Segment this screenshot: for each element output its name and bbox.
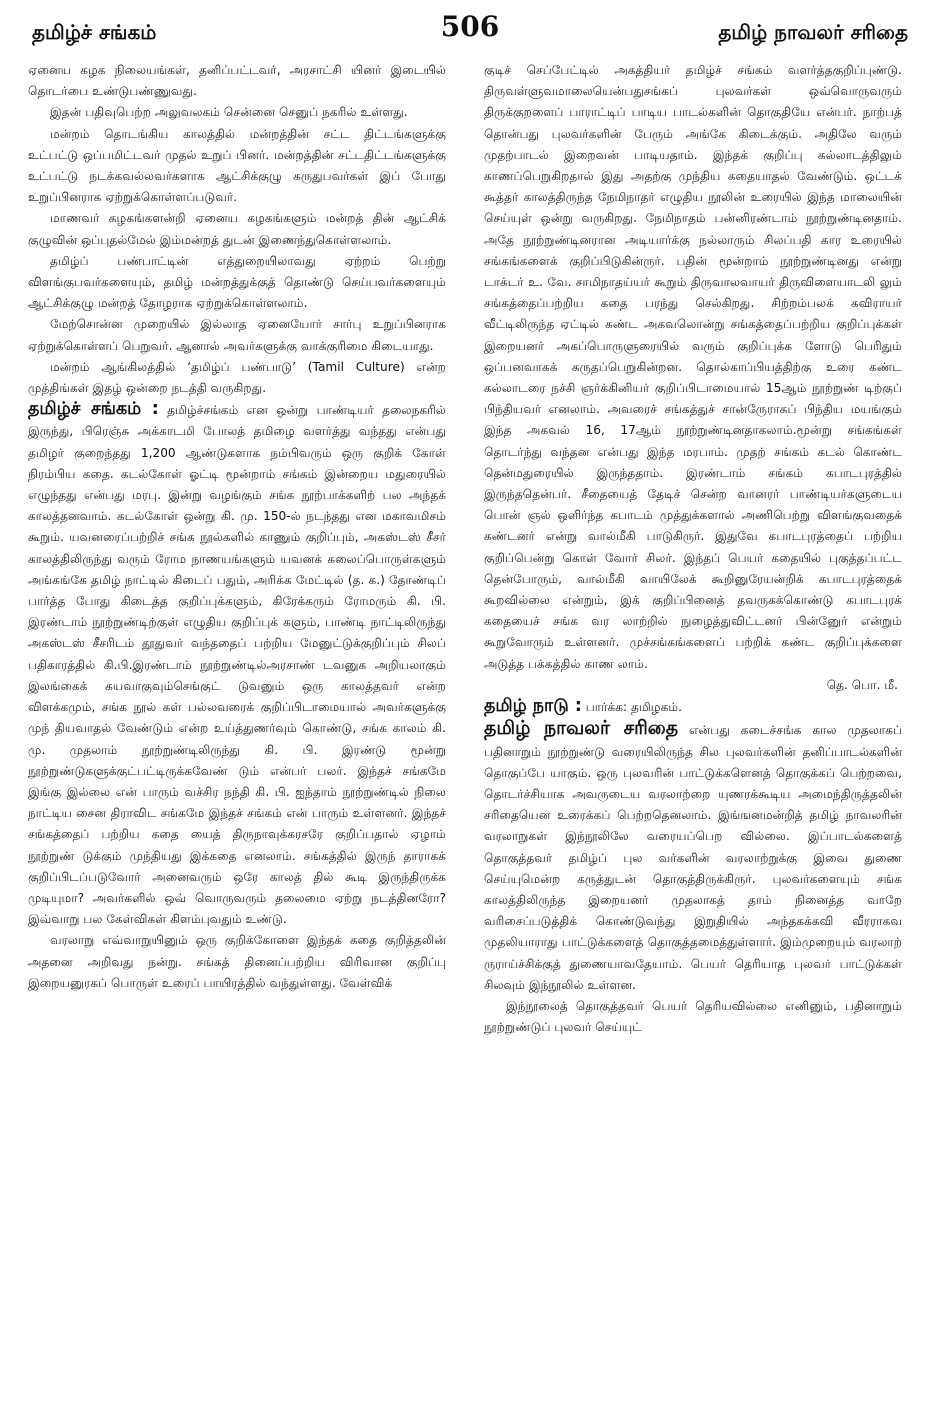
paragraph: தமிழ்ப் பண்பாட்டின் எத்துறையிலாவது ஏற்றம் பெற்று விளங்குபவர்களையும், தமிழ் மன்றத்துக்குத் தொண்டு செய்பவர்களையும் ஆட்சிக்குழு மன்றத் தோழராக ஏற்றுக்கொள்ளலாம். (28, 253, 446, 311)
entry-heading: தமிழ் நாவலர் சரிதை (484, 717, 679, 740)
left-column (28, 60, 446, 1385)
author-signature: தெ. பொ. மீ. (826, 677, 898, 692)
paragraph: வரலாறு எவ்வாறுயினும் ஒரு குறிக்கோளை இந்தக் கதை குறித்தலின் அதனை அறிவது நன்று. சங்கத் தினைப்பற்றிய விரிவான குறிப்பு இறையனுரகப் பொருள் உரைப் பாயிரத்தில் வந்துள்ளது. வேள்விக் (28, 933, 446, 990)
paragraph: ஏனைய கழக நிலையங்கள், தனிப்பட்டவர், அரசாட்சி யினர் இடையில் தொடர்பை உண்டுபண்ணுவது. (28, 63, 446, 99)
paragraph: குடிச் செப்பேட்டில் அகத்தியர் தமிழ்ச் சங்கம் வளர்த்தகுறிப்புண்டு. திருவள்ளுவமாலையென்பதுசங்கப் புலவர்கள் ஒவ்வொருவரும் திருக்குறளைப் பாராட்டிப் பாடிய பாடல்களின் தொகுதியே என்பர். நாற்பத் தொன்பது புலவர்களின் பேரும் அங்கே கிடைக்கும். அதிலே வரும் முதற்பாடல் இறைவன் பாடியதாம். இந்தக் குறிப்பு கல்லாடத்திலும் காணப்பெறுகிறதால் இது அதற்கு முந்திய கதையாதல் வேண்டும். ஒட்டக் கூத்தர் காலத்திருந்த நேமிநாதர் எழுதிய நூலின் உரையில் இந்த மாலையின் செய்யுள் ஒன்று வருகிறது. நேமிநாதம் பன்னிரண்டாம் நூற்றுண்டினதாம். அதே நூற்றுண்டினரான அடியார்க்கு நல்லாரும் சிலப்பதி கார உரையில் சங்கங்களைக் குறிப்பிடுகின்ருர். பதின் மூன்றாம் நூற்றுண்டினது என்று டாக்டர் உ. வே. சாமிநாதய்யர் கூறும் திருவாலவாயர் திருவிளையாடலி லும் சங்கத்தைப்பற்றிய கதை பரந்து செல்கிறது. சிற்றம்பலக் கவிராயர் வீட்டிலிருந்த ஏட்டில் கண்ட அகவலொன்று சங்கத்தைப்பற்றிய குறிப்புக்கள் இறையனர் அகப்பொருளுரையில் வரும் குறிப்புக்க ளோடு பெரிதும் ஒப்பனவாகக் கருதப்பெறுகின்றன. தொல்காப்பியத்திற்கு உரை கண்ட கல்லாடரை நச்சி ஞர்க்கினியர் குறிப்பிடாமையால் 15ஆம் நூற்றுண் டிற்குப் பிந்தியவர் எனலாம். அவரைச் சங்கத்துச் சான்ருேராகப் பிந்திய மயங்கும் இந்த அகவல் 16, 17ஆம் நூற்றுண்டினதாகலாம்.மூன்று சங்கங்கள் தொடர்ந்து வந்தன என்பது இந்த மரபாம். முதற் சங்கம் கடல் கொண்ட தென்மதுரையில் இருந்ததாம். இரண்டாம் சங்கம் கபாடபுரத்தில் இருந்ததென்பர். சீதையைத் தேடிச் சென்ற வானரர் பாண்டியர்களுடைய பொன் ஞல் ஒளிர்ந்த கபாடம் முத்துக்களால் அணிபெற்று விளங்குவதைக் கண்டனர் என்று வால்மீகி பாடுகிருர். இதுவே கபாடபுரத்தைப் பற்றிய குறிப்பென்று கொள் வோர் சிலர். இந்தப் பெயர் கதையில் புகுத்தப்பட்ட தென்போரும், வால்மீகி வாயிலேக் கூறினுரேயன்றிக் கபாடபுரத்தைக் கூறவில்லை என்றும், இக் குறிப்பினைத் தவருகக்கொண்டு கபாடபுரக் கதையைச் சங்க வர லாற்றில் நுழைத்துவிட்டனர் பின்னுேர் என்றும் கூறுவோரும் உள்ளனர். முச்சங்கங்களைப் பற்றிக் கண்ட குறிப்புக்களை அடுத்த பக்கத்தில் காண லாம். (484, 63, 902, 671)
paragraph: மாணவர் கழகங்களன்றி ஏனைய கழகங்களும் மன்றத் தின் ஆட்சிக் குழுவின் ஒப்புதல்மேல் இம்மன்றத் துடன் இணைந்துகொள்ளலாம். (28, 211, 446, 247)
right-column (484, 60, 902, 1385)
header-right-title: தமிழ் நாவலர் சரிதை (718, 20, 908, 44)
paragraph: மன்றம் ஆங்கிலத்தில் ‘தமிழ்ப் பண்பாடு’ (Tamil Culture) என்ற முத்திங்கள் இதழ் ஒன்றை நடத்தி வருகிறது. (28, 359, 446, 396)
page-number: 506 (440, 10, 500, 43)
paragraph: இதன் பதிவுபெற்ற அலுவலகம் சென்னை செனுப் நகரில் உள்ளது. (50, 105, 408, 120)
paragraph: மன்றம் தொடங்கிய காலத்தில் மன்றத்தின் சட்ட திட்டங்களுக்கு உட்பட்டு ஒப்பமிட்டவர் முதல் உறுப் பினர். மன்றத்தின் சட்டதிட்டங்களுக்கு உட்பட்டு நடக்கவல்லவர்களாக ஆட்சிக்குழு கருதுபவர்கள் இப் போது உறுப்பினராக ஏற்றுக்கொள்ளப்படுவர். (28, 126, 446, 205)
paragraph: மேற்சொன்ன முறையில் இல்லாத ஏனையோர் சார்பு உறுப்பினராக ஏற்றுக்கொள்ளப் பெறுவர். ஆனால் அவர்களுக்கு வாக்குரிமை கிடையாது. (28, 317, 446, 353)
entry-text: பார்க்க: தமிழகம். (585, 700, 682, 715)
header-left-title: தமிழ்ச் சங்கம் (32, 20, 157, 44)
entry-heading: தமிழ்ச் சங்கம் : (28, 399, 159, 420)
entry-heading: தமிழ் நாடு : (484, 696, 582, 717)
entry-text: தமிழ்ச்சங்கம் என ஒன்று பாண்டியர் தலைநகரில் இருந்து, பிரெஞ்சு அக்காடமி போலத் தமிழை வளர்த்து வந்தது என்பது தமிழர் குறைந்தது 1,200 ஆண்டுகளாக நம்பிவரும் ஒரு குறிக் கோள் நிரம்பிய கதை. கடல்கோள் ஓட்டி மூன்றாம் சங்கம் இன்றைய மதுரையில் எழுந்தது என்பது மரபு. இன்று வழங்கும் சங்க நூற்பாக்களிற் பல அந்தக் காலத்தனவாம். கடல்கோள் ஒன்று கி. மு. 150-ல் நடந்தது என மகாவமிசம் கூறும். யவனரைப்பற்றிச் சங்க நூல்களில் காணும் குறிப்பும், அகஸ்டஸ் சீசர் காலத்திலிருந்து வரும் ரோம நாணயங்களும் யவனக் கலைப்பொருள்களும் அங்கங்கே தமிழ் நாட்டில் கிடைப் பதும், அரிக்க மேட்டில் (த. க.) தோண்டிப் பார்த்த போது கிடைத்த குறிப்புக்களும், கிரேக்கரும் ரோமரும் கி. பி. இரண்டாம் நூற்றுண்டிற்குள் எழுதிய குறிப்புக் களும், பாண்டி நாட்டிலிருந்து அகஸ்டஸ் சீசரிடம் தூதுவர் வந்ததைப் பற்றிய மேனுட்டுக்குறிப்பும் சிலப் பதிகாரத்தில் கி.பி.இரண்டாம் நூற்றுண்டில்அரசாண் டவனுக அறியலாகும் இலங்கைக் கயவாகுவும்செங்குட் டுவனும் ஒரு காலத்தவர் என்ற விளக்கமும், சங்க நூல் கள் பல்லவரைக் குறிப்பிடாமையால் அவர்களுக்கு முந் தியவாதல் வேண்டும் என்ற உய்த்துணர்வும் கொண்டு, சங்க காலம் கி. மு. முதலாம் நூற்றுண்டிலிருந்து கி. பி. இரண்டு மூன்று நூற்றுண்டுகளுக்குட்பட்டிருக்கவேண் டும் என்பர் பலர். இந்தச் சங்கமே இங்கு இல்லை என் பாரும் வச்சிர நந்தி கி. பி. ஐந்தாம் நூற்றுண்டில் நிலை நாட்டிய சைன திராவிட சங்கமே இந்தச் சங்கம் என் பாரும் உள்ளனர். இந்தச் சங்கத்தைப் பற்றிய கதை யைத் திருநாவுக்கரசரே குறிப்பதால் ஏழாம் நூற்றுண் டுக்கும் முந்தியது இக்கதை எனலாம். சங்கத்தில் இருந் தாராகக் குறிப்பிடப்படுவோர் அனைவரும் ஒரே காலத் தில் கூடி இருந்திருக்க முடியுமா? அவர்களில் ஒவ் வொருவரும் தலைமை ஏற்று நடத்தினரோ? இவ்வாறு பல கேள்விகள் கிளம்புவதும் உண்டு. (28, 403, 446, 927)
entry-paragraph (28, 399, 446, 930)
entry-text: என்பது கடைச்சங்க கால முதலாகப் பதினாறும் நூற்றுண்டு வரையிலிருந்த சில புலவர்களின் தனிப்பாடல்களின் தொகுப்பே யாகும். ஒரு புலவரின் பாட்டுக்களெனத் தொகுக்கப் பெற்றவை, தொடர்ச்சியாக அவருடைய வரலாற்றை யுணரக்கூடிய அமைந்திருத்தலின் சரிதையென உரைக்கப் பெற்றதெனலாம். இங்ஙனமன்றித் தமிழ் நாவலரின் வரலாறுகள் இந்நூலிலே வரையப்பெற வில்லை. இப்பாடல்களைத் தொகுத்தவர் தமிழ்ப் புல வர்களின் வரலாற்றுக்கு இவை துணை செய்யுமென்ற கருத்துடன் தொகுத்திருக்கிருர். புலவர்களையும் சங்க காலத்திலிருந்த இறையனர் முதலாகத் தாம் நினைத்த வாறே வரிசைப்படுத்திக் கொண்டுவந்து இறுதியில் அந்தகக்கவி வீரராகவ முதலியாராது பாட்டுக்களைத் தொகுத்தமைத்துள்ளார். இம்முறையும் வரலாற் ருராய்ச்சிக்குத் துணையாவதேயாம். பெயர் தெரியாத புலவர் பாட்டுக்கள் சிலவும் இந்நூலில் உள்ளன. (484, 723, 902, 992)
entry-paragraph (484, 718, 902, 996)
entry-paragraph (484, 696, 902, 718)
running-header (32, 6, 908, 56)
paragraph: இந்நூலைத் தொகுத்தவர் பெயர் தெரியவில்லை எனினும், பதினாறும் நூற்றுண்டுப் புலவர் செய்யுட் (484, 998, 902, 1035)
